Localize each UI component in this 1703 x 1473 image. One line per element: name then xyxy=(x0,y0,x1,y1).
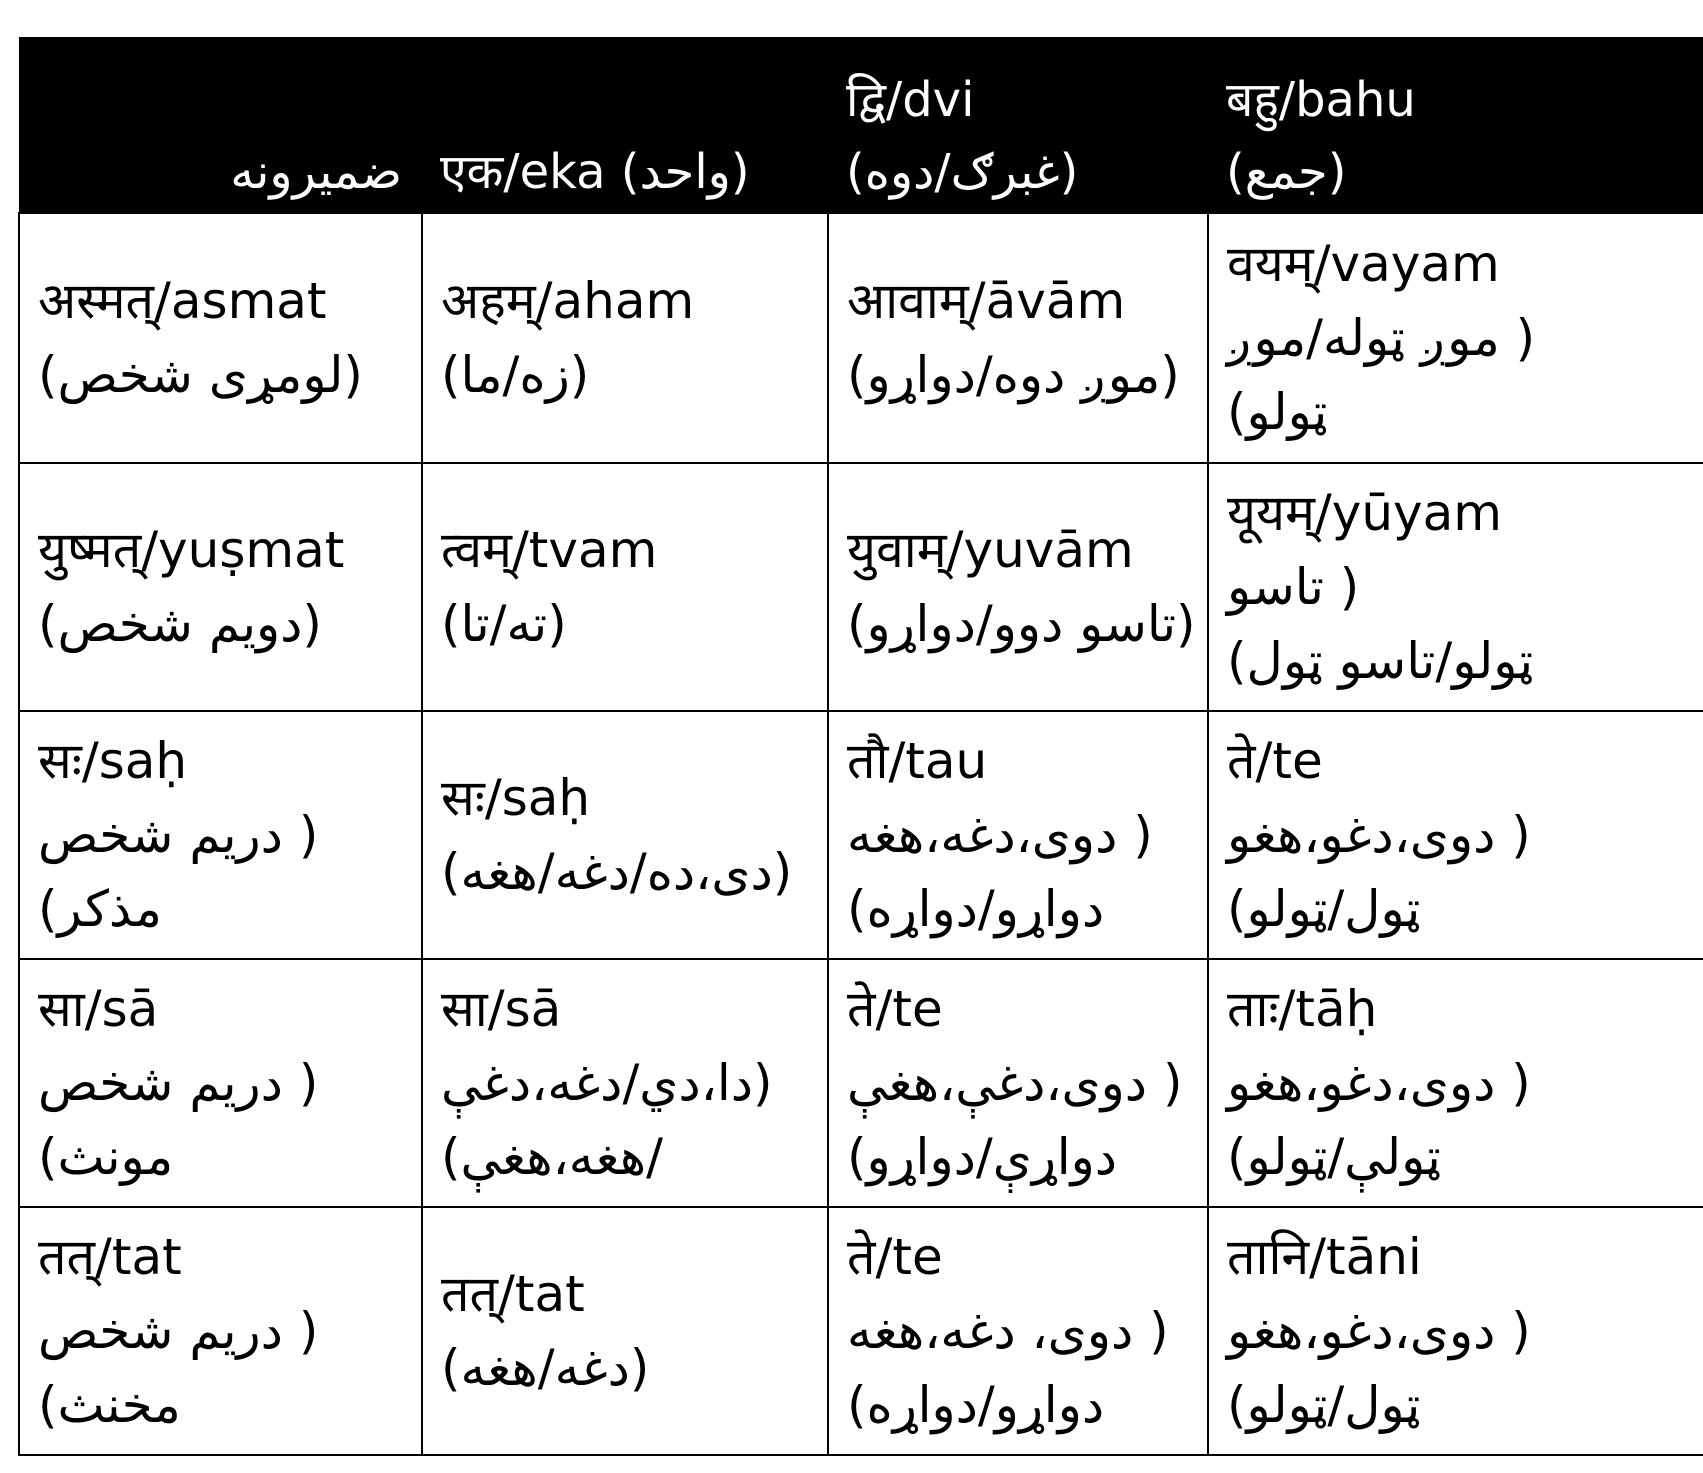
header-dual xyxy=(828,37,1208,213)
cell-singular xyxy=(422,213,828,463)
cell-sanskrit-form: तौ/tau xyxy=(847,732,988,790)
cell-dual xyxy=(828,463,1208,711)
cell-pashto-translation: ( دریم شخص xyxy=(38,1054,319,1112)
cell-sanskrit-form: ते/te xyxy=(1227,732,1323,790)
cell-pashto-translation: ټول/ټولو) xyxy=(1227,880,1421,938)
header-singular xyxy=(422,37,828,213)
cell-pashto-translation: ( دریم شخص xyxy=(38,1302,319,1360)
cell-pashto-translation: ( دوی،دغې،هغې xyxy=(847,1054,1183,1112)
cell-pashto-translation: (دغه/هغه) xyxy=(441,1339,650,1397)
cell-pashto-translation: ( دوی،دغه،هغه xyxy=(847,806,1153,864)
cell-pashto-translation: ټولې/ټولو) xyxy=(1227,1128,1441,1186)
header-dual-label: द्वि/dvi xyxy=(846,72,975,128)
cell-pashto-translation: ( تاسو xyxy=(1227,558,1360,616)
header-plural xyxy=(1208,37,1703,213)
cell-plural xyxy=(1208,711,1703,959)
cell-pashto-translation: ( دوی، دغه،هغه xyxy=(847,1302,1169,1360)
header-pronouns-label: ضمیرونه xyxy=(230,144,402,200)
cell-dual xyxy=(828,213,1208,463)
cell-pashto-translation: /هغه،هغې) xyxy=(441,1128,663,1186)
cell-singular xyxy=(422,1207,828,1455)
header-plural-label: बहु/bahu xyxy=(1226,72,1416,128)
cell-pashto-translation: ټول/ټولو) xyxy=(1227,1376,1421,1434)
cell-pashto-translation: (دویم شخص) xyxy=(38,595,322,653)
cell-plural xyxy=(1208,959,1703,1207)
cell-sanskrit-form: ते/te xyxy=(847,1228,943,1286)
header-dual-translation: (غبرګ/دوه) xyxy=(846,144,1079,200)
table-row xyxy=(19,959,1703,1207)
cell-plural xyxy=(1208,213,1703,463)
cell-pashto-translation: مذکر) xyxy=(38,880,162,938)
cell-pashto-translation: ( دوی،دغو،هغو xyxy=(1227,1302,1531,1360)
header-plural-translation: (جمع) xyxy=(1226,144,1347,200)
cell-pashto-translation: ( موږ ټوله/موږ xyxy=(1227,309,1536,367)
cell-sanskrit-form: ताः/tāḥ xyxy=(1227,980,1378,1038)
pronoun-declension-table xyxy=(18,37,1703,1456)
table-header-row xyxy=(19,37,1703,213)
cell-pronoun xyxy=(19,959,422,1207)
cell-pashto-translation: (زه/ما) xyxy=(441,346,590,404)
cell-sanskrit-form: तत्/tat xyxy=(38,1228,182,1286)
cell-singular xyxy=(422,959,828,1207)
cell-pashto-translation: مخنث) xyxy=(38,1376,181,1434)
cell-sanskrit-form: सा/sā xyxy=(38,980,159,1038)
cell-sanskrit-form: अहम्/aham xyxy=(441,272,695,330)
cell-pashto-translation: (موږ دوه/دواړو) xyxy=(847,346,1180,404)
cell-sanskrit-form: सा/sā xyxy=(441,980,562,1038)
cell-pashto-translation: دواړو/دواړه) xyxy=(847,1376,1105,1434)
cell-singular xyxy=(422,463,828,711)
cell-dual xyxy=(828,711,1208,959)
cell-pashto-translation: دواړو/دواړه) xyxy=(847,880,1105,938)
cell-pashto-translation: (دا،دي/دغه،دغې xyxy=(441,1054,773,1112)
table-row xyxy=(19,1207,1703,1455)
cell-sanskrit-form: यूयम्/yūyam xyxy=(1227,484,1502,542)
table-row xyxy=(19,463,1703,711)
cell-plural xyxy=(1208,463,1703,711)
cell-dual xyxy=(828,959,1208,1207)
cell-pashto-translation: ټولو) xyxy=(1227,383,1328,441)
cell-sanskrit-form: आवाम्/āvām xyxy=(847,272,1126,330)
cell-pashto-translation: ( دریم شخص xyxy=(38,806,319,864)
cell-pronoun xyxy=(19,463,422,711)
cell-pashto-translation: مونث) xyxy=(38,1128,174,1186)
cell-pronoun xyxy=(19,1207,422,1455)
header-singular-label: एक/eka (واحد) xyxy=(440,144,750,200)
cell-sanskrit-form: त्वम्/tvam xyxy=(441,521,658,579)
cell-pashto-translation: (لومړی شخص) xyxy=(38,346,363,404)
cell-sanskrit-form: तानि/tāni xyxy=(1227,1228,1422,1286)
table-row xyxy=(19,213,1703,463)
cell-pashto-translation: ( دوی،دغو،هغو xyxy=(1227,806,1531,864)
cell-sanskrit-form: अस्मत्/asmat xyxy=(38,272,327,330)
table-row xyxy=(19,711,1703,959)
header-pronouns xyxy=(19,37,422,213)
cell-sanskrit-form: सः/saḥ xyxy=(38,732,188,790)
pronoun-table-container xyxy=(18,37,1703,1456)
cell-pashto-translation: ټولو/تاسو ټول) xyxy=(1227,632,1534,690)
cell-pashto-translation: (تاسو دوو/دواړو) xyxy=(847,595,1196,653)
cell-pashto-translation: (دی،ده/دغه/هغه) xyxy=(441,843,793,901)
cell-sanskrit-form: तत्/tat xyxy=(441,1265,585,1323)
cell-pashto-translation: (ته/تا) xyxy=(441,595,567,653)
cell-plural xyxy=(1208,1207,1703,1455)
cell-pronoun xyxy=(19,213,422,463)
cell-pashto-translation: ( دوی،دغو،هغو xyxy=(1227,1054,1531,1112)
cell-sanskrit-form: वयम्/vayam xyxy=(1227,235,1500,293)
cell-sanskrit-form: सः/saḥ xyxy=(441,769,591,827)
cell-singular xyxy=(422,711,828,959)
cell-sanskrit-form: ते/te xyxy=(847,980,943,1038)
cell-pashto-translation: دواړې/دواړو) xyxy=(847,1128,1118,1186)
cell-dual xyxy=(828,1207,1208,1455)
cell-sanskrit-form: युष्मत्/yuṣmat xyxy=(38,521,345,579)
cell-pronoun xyxy=(19,711,422,959)
cell-sanskrit-form: युवाम्/yuvām xyxy=(847,521,1134,579)
